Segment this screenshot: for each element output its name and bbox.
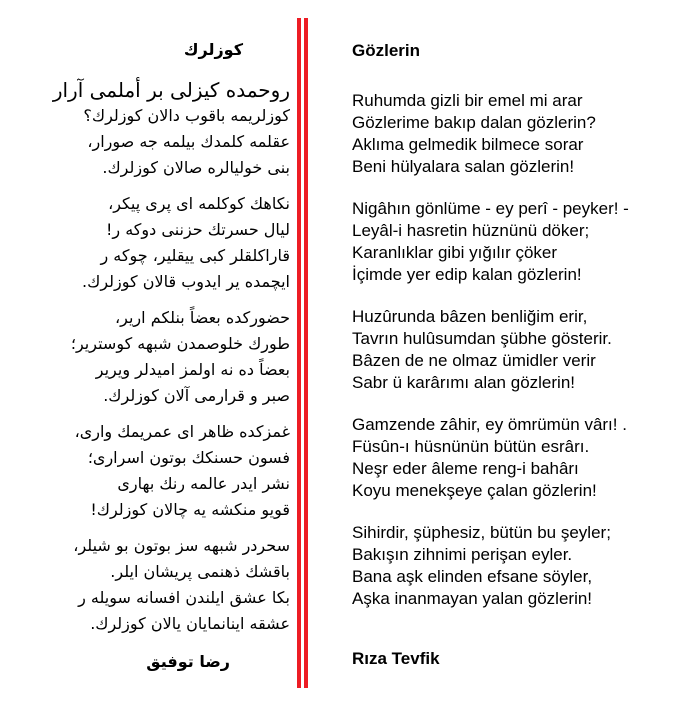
- poem-line: صبر و قرارمى آلان كوزلرك.: [103, 386, 290, 405]
- poem-line: فسون حسنكك بوتون اسرارى؛: [87, 448, 290, 467]
- poem-line: Leyâl-i hasretin hüznünü döker;: [352, 221, 590, 240]
- poem-line: قويو منكشه يه چالان كوزلرك!: [90, 500, 290, 519]
- poem-line: Bâzen de ne olmaz ümidler verir: [352, 351, 596, 370]
- turkish-stanza-3: [352, 306, 689, 394]
- turkish-column: [352, 0, 689, 704]
- poem-line: بنى خوليالره صالان كوزلرك.: [102, 158, 290, 177]
- poem-line: نشر ايدر عالمه رنك بهارى: [117, 474, 290, 493]
- poem-line: نكاهك كوكلمه اى پرى پيكر،: [108, 194, 290, 213]
- poem-line: Beni hülyalara salan gözlerin!: [352, 157, 575, 176]
- turkish-stanza-5: [352, 522, 689, 610]
- poem-line: طورك خلوصمدن شبهه كوسترير؛: [70, 334, 290, 353]
- poem-line: بكا عشق ايلندن افسانه سويله ر: [78, 588, 290, 607]
- poem-line: İçimde yer edip kalan gözlerin!: [352, 265, 582, 284]
- ottoman-stanza-2: [0, 191, 290, 295]
- poem-line: سحردر شبهه سز بوتون بو شيلر،: [73, 536, 290, 555]
- poem-line: روحمده كيزلى بر أملمى آرار: [52, 78, 290, 102]
- poem-line: عشقه اينانمايان يالان كوزلرك.: [90, 614, 290, 633]
- ottoman-stanza-3: [0, 305, 290, 409]
- poem-line: Huzûrunda bâzen benliğim erir,: [352, 307, 588, 326]
- poem-line: Füsûn-ı hüsnünün bütün esrârı.: [352, 437, 590, 456]
- turkish-stanza-4: [352, 414, 689, 502]
- poem-line: بعضاً ده نه اولمز اميدلر ويرير: [95, 360, 290, 379]
- poem-line: Sabr ü karârımı alan gözlerin!: [352, 373, 575, 392]
- poem-line: Ruhumda gizli bir emel mi arar: [352, 91, 583, 110]
- poem-line: Gamzende zâhir, ey ömrümün vârı! .: [352, 415, 627, 434]
- poem-line: Gözlerime bakıp dalan gözlerin?: [352, 113, 596, 132]
- poem-line: Bakışın zihnimi perişan eyler.: [352, 545, 573, 564]
- ottoman-stanza-1: [0, 77, 290, 181]
- turkish-poem-title: Gözlerin: [352, 41, 421, 60]
- poem-line: ليال حسرتك حزننى دوكه ر!: [106, 220, 290, 239]
- poem-line: باقشك ذهنمى پريشان ايلر.: [110, 562, 290, 581]
- poem-line: Neşr eder âleme reng-i bahârı: [352, 459, 579, 478]
- poem-line: Nigâhın gönlüme - ey perî - peyker! -: [352, 199, 629, 218]
- poem-line: Tavrın hulûsumdan şübhe gösterir.: [352, 329, 612, 348]
- poem-line: Koyu menekşeye çalan gözlerin!: [352, 481, 597, 500]
- ottoman-stanza-5: [0, 533, 290, 637]
- poem-line: عقلمه كلمدك بيلمه جه صورار،: [87, 132, 290, 151]
- poem-line: كوزلريمه باقوب دالان كوزلرك؟: [83, 106, 290, 125]
- poem-line: ايچمده ير ايدوب قالان كوزلرك.: [82, 272, 290, 291]
- ottoman-column: [0, 0, 297, 704]
- turkish-author-signature: Rıza Tevfik: [352, 649, 440, 668]
- ottoman-stanza-4: [0, 419, 290, 523]
- ottoman-author-signature: رضا توفيق: [146, 652, 230, 671]
- poem-line: Bana aşk elinden efsane söyler,: [352, 567, 593, 586]
- poem-line: Aklıma gelmedik bilmece sorar: [352, 135, 584, 154]
- turkish-stanza-2: [352, 198, 689, 286]
- poem-line: Karanlıklar gibi yığılır çöker: [352, 243, 558, 262]
- ottoman-poem-title: كوزلرك: [183, 40, 243, 59]
- poem-line: Aşka inanmayan yalan gözlerin!: [352, 589, 593, 608]
- poem-line: Sihirdir, şüphesiz, bütün bu şeyler;: [352, 523, 611, 542]
- poem-line: حضوركده بعضاً بنلكم ارير،: [114, 308, 290, 327]
- turkish-stanza-1: [352, 90, 689, 178]
- double-red-divider: [297, 18, 308, 688]
- poem-line: قاراكلقلر كبى ييقلير، چوكه ر: [100, 246, 290, 265]
- poem-line: غمزكده ظاهر اى عمريمك وارى،: [74, 422, 290, 441]
